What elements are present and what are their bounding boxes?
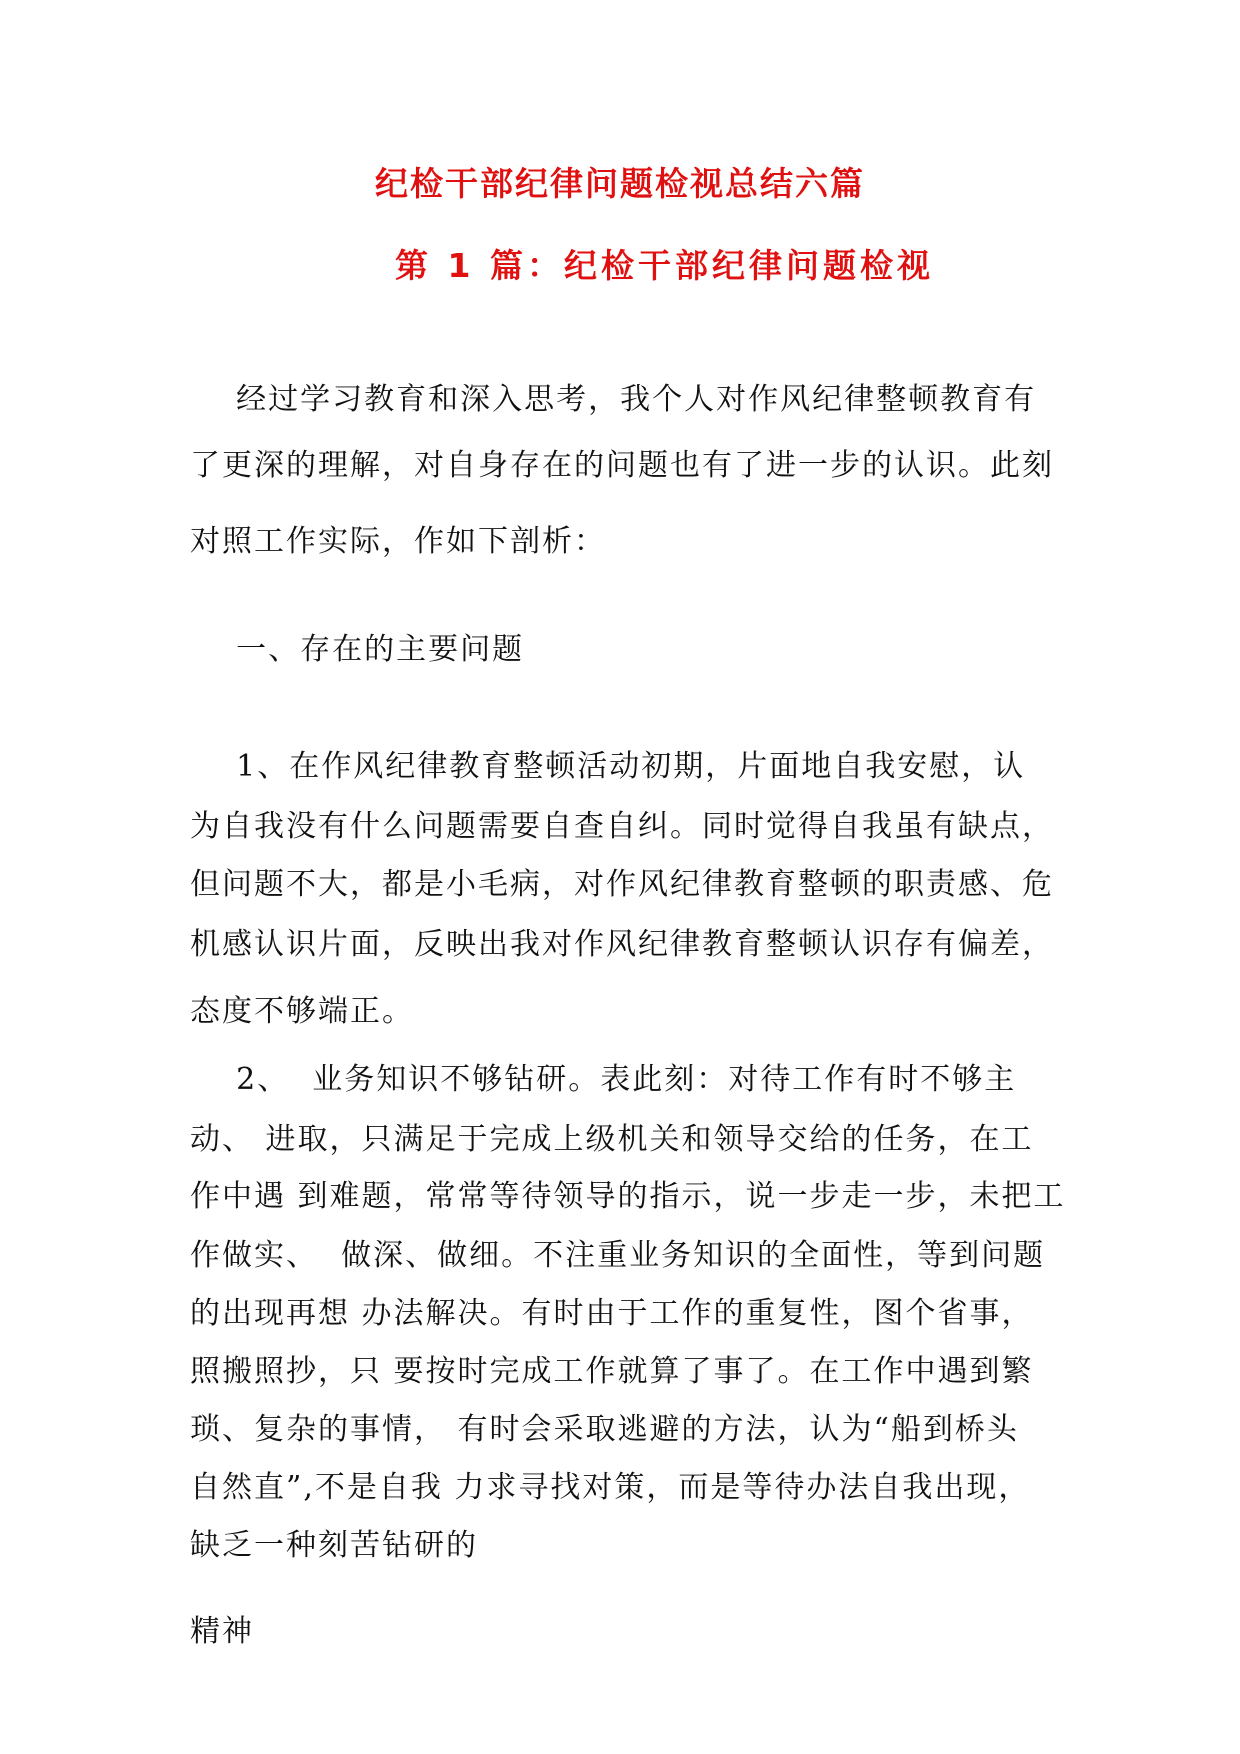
paragraph-line: 经过学习教育和深入思考，我个人对作风纪律整顿教育有 — [190, 382, 1037, 417]
paragraph-line: 作做实、 做深、做细。不注重业务知识的全面性，等到问题 — [190, 1238, 1046, 1273]
paragraph-line: 为自我没有什么问题需要自查自纠。同时觉得自我虽有缺点， — [190, 809, 1054, 844]
paragraph-line: 照搬照抄，只 要按时完成工作就算了事了。在工作中遇到繁 — [190, 1354, 1034, 1389]
paragraph-line: 动、 进取，只满足于完成上级机关和领导交给的任务，在工 — [190, 1122, 1034, 1157]
paragraph-line: 的出现再想 办法解决。有时由于工作的重复性，图个省事， — [190, 1296, 1034, 1331]
paragraph-line: 2、 业务知识不够钻研。表此刻：对待工作有时不够主 — [190, 1062, 1017, 1097]
paragraph-line: 但问题不大，都是小毛病，对作风纪律教育整顿的职责感、危 — [190, 867, 1054, 902]
paragraph-line: 了更深的理解，对自身存在的问题也有了进一步的认识。此刻 — [190, 448, 1054, 483]
paragraph-line: 琐、复杂的事情， 有时会采取逃避的方法，认为“船到桥头 — [190, 1412, 1019, 1447]
paragraph-line: 作中遇 到难题，常常等待领导的指示，说一步走一步，未把工 — [190, 1179, 1066, 1214]
document-title: 纪检干部纪律问题检视总结六篇 — [375, 164, 865, 203]
paragraph-line: 1、在作风纪律教育整顿活动初期，片面地自我安慰，认 — [190, 749, 1026, 784]
paragraph-line: 精神 — [190, 1614, 254, 1649]
paragraph-line: 缺乏一种刻苦钻研的 — [190, 1528, 478, 1563]
paragraph-line: 态度不够端正。 — [190, 994, 414, 1029]
paragraph-line: 对照工作实际，作如下剖析： — [190, 524, 606, 559]
section-heading: 一、存在的主要问题 — [190, 632, 525, 667]
paragraph-line: 机感认识片面，反映出我对作风纪律教育整顿认识存有偏差， — [190, 927, 1054, 962]
section-title: 第 1 篇：纪检干部纪律问题检视 — [395, 246, 934, 285]
paragraph-line: 自然直”,不是自我 力求寻找对策，而是等待办法自我出现， — [190, 1470, 1031, 1505]
